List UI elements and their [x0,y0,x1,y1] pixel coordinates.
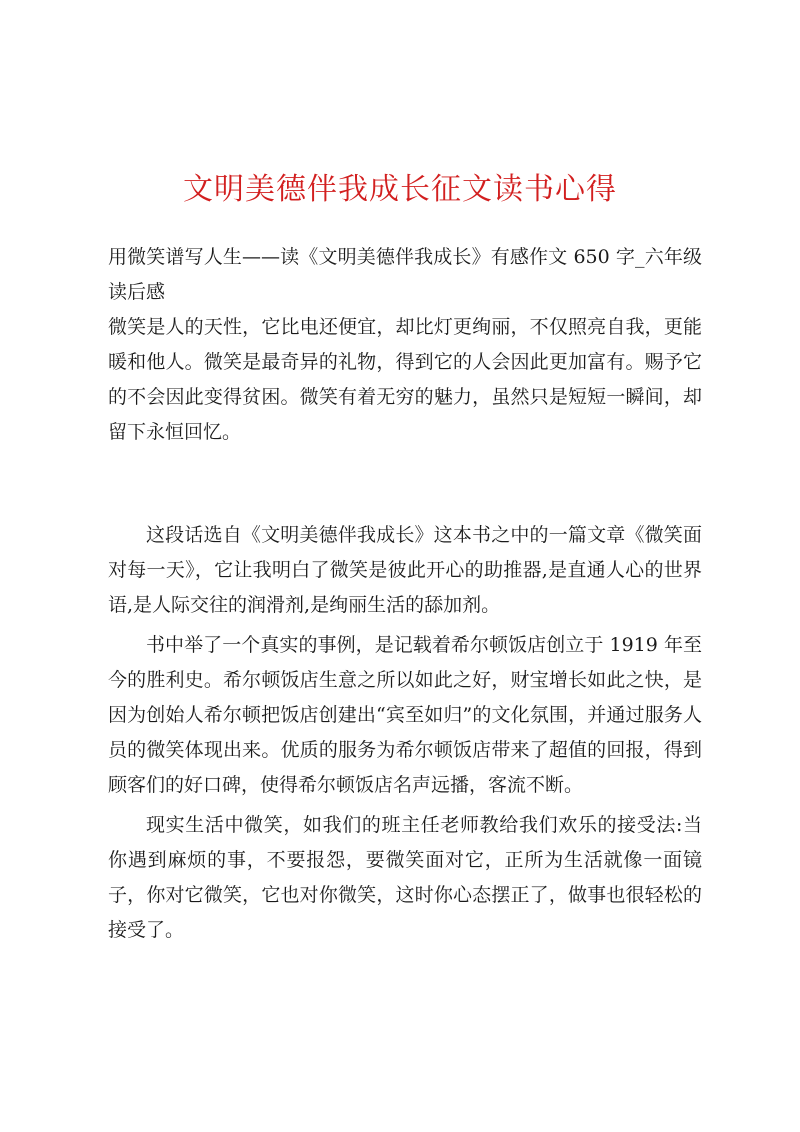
article-subtitle: 用微笑谱写人生——读《文明美德伴我成长》有感作文 650 字_六年级读后感 [108,246,702,303]
quote-paragraph: 微笑是人的天性，它比电还便宜，却比灯更绚丽，不仅照亮自我，更能暖和他人。微笑是最奇异的礼物，得到它的人会因此更加富有。赐予它的不会因此变得贫困。微笑有着无穷的魅力，虽然只是短短一瞬间，却留下永恒回忆。 [108,316,702,443]
body-paragraph: 书中举了一个真实的事例，是记载着希尔顿饭店创立于 1919 年至今的胜利史。希尔顿饭店生意之所以如此之好，财宝增长如此之快，是因为创始人希尔顿把饭店创建出“宾至如归”的文化氛围，并通过服务人员的微笑体现出来。优质的服务为希尔顿饭店带来了超值的回报，得到顾客们的好口碑，使得希尔顿饭店名声远播，客流不断。 [108,634,702,796]
document-body [108,240,702,948]
body-paragraph: 现实生活中微笑，如我们的班主任老师教给我们欢乐的接受法:当你遇到麻烦的事，不要报怨，要微笑面对它，正所为生活就像一面镜子，你对它微笑，它也对你微笑，这时你心态摆正了，做事也很轻松的接受了。 [108,814,702,941]
document-title: 文明美德伴我成长征文读书心得 [183,172,617,207]
body-paragraph: 这段话选自《文明美德伴我成长》这本书之中的一篇文章《微笑面对每一天》，它让我明白了微笑是彼此开心的助推器,是直通人心的世界语,是人际交往的润滑剂,是绚丽生活的舔加剂。 [108,524,702,616]
